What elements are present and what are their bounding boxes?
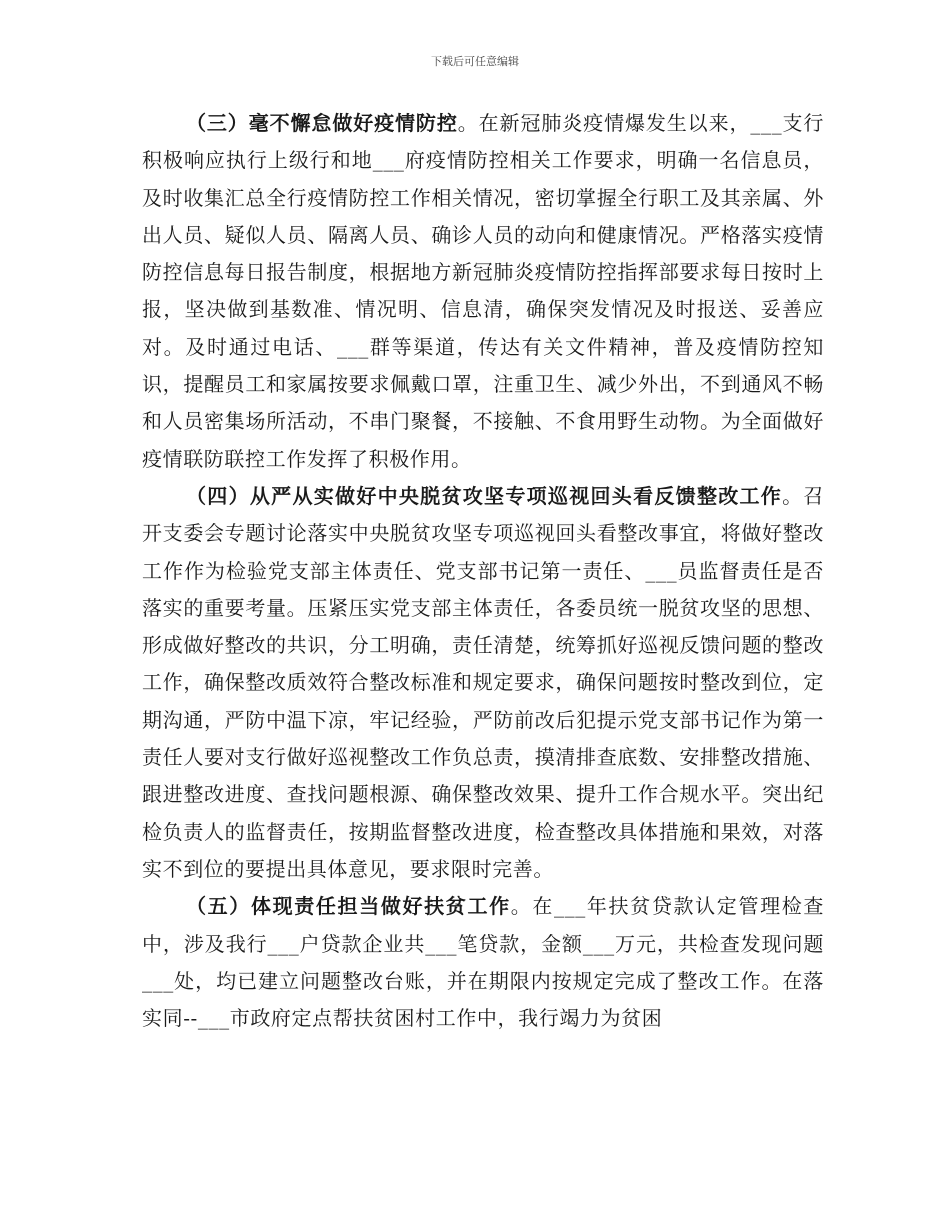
paragraph-heading: （四）从严从实做好中央脱贫攻坚专项巡视回头看反馈整改工作 [186,483,783,508]
page-header: 下载后可任意编辑 [431,55,519,68]
document-body [142,105,824,1037]
paragraph-text: 。召开支委会专题讨论落实中央脱贫攻坚专项巡视回头看整改事宜，将做好整改工作作为检验党支部主体责任、党支部书记第一责任、___员监督责任是否落实的重要考量。压紧压实党支部主体责任，各委员统一脱贫攻坚的思想、形成做好整改的共识，分工明确，责任清楚，统筹抓好巡视反馈问题的整改工作，确保整改质效符合整改标准和规定要求，确保问题按时整改到位，定期沟通，严防中温下凉，牢记经验，严防前改后犯提示党支部书记作为第一责任人要对支行做好巡视整改工作负总责，摸清排查底数、安排整改措施、跟进整改进度、查找问题根源、确保整改效果、提升工作合规水平。突出纪检负责人的监督责任，按期监督整改进度，检查整改具体措施和果效，对落实不到位的要提出具体意见，要求限时完善。 [142,483,824,881]
paragraph-heading: （三）毫不懈怠做好疫情防控 [186,111,458,135]
paragraph-text: 。在___年扶贫贷款认定管理检查中，涉及我行___户贷款企业共___笔贷款，金额___万元，共检查发现问题___处，均已建立问题整改台账，并在期限内按规定完成了整改工作。在落实同--___市政府定点帮扶贫困村工作中，我行竭力为贫困 [142,894,824,1031]
paragraph-text: 。在新冠肺炎疫情爆发生以来，___支行积极响应执行上级行和地___府疫情防控相关工作要求，明确一名信息员，及时收集汇总全行疫情防控工作相关情况，密切掌握全行职工及其亲属、外出人员、疑似人员、隔离人员、确诊人员的动向和健康情况。严格落实疫情防控信息每日报告制度，根据地方新冠肺炎疫情防控指挥部要求每日按时上报，坚决做到基数准、情况明、信息清，确保突发情况及时报送、妥善应对。及时通过电话、___群等渠道，传达有关文件精神，普及疫情防控知识，提醒员工和家属按要求佩戴口罩，注重卫生、减少外出，不到通风不畅和人员密集场所活动，不串门聚餐，不接触、不食用野生动物。为全面做好疫情联防联控工作发挥了积极作用。 [142,111,824,471]
paragraph-heading: （五）体现责任担当做好扶贫工作 [186,894,511,919]
paragraph-epidemic-prevention [142,105,824,478]
paragraph-inspection-rectification [142,478,824,888]
paragraph-poverty-alleviation [142,888,824,1037]
